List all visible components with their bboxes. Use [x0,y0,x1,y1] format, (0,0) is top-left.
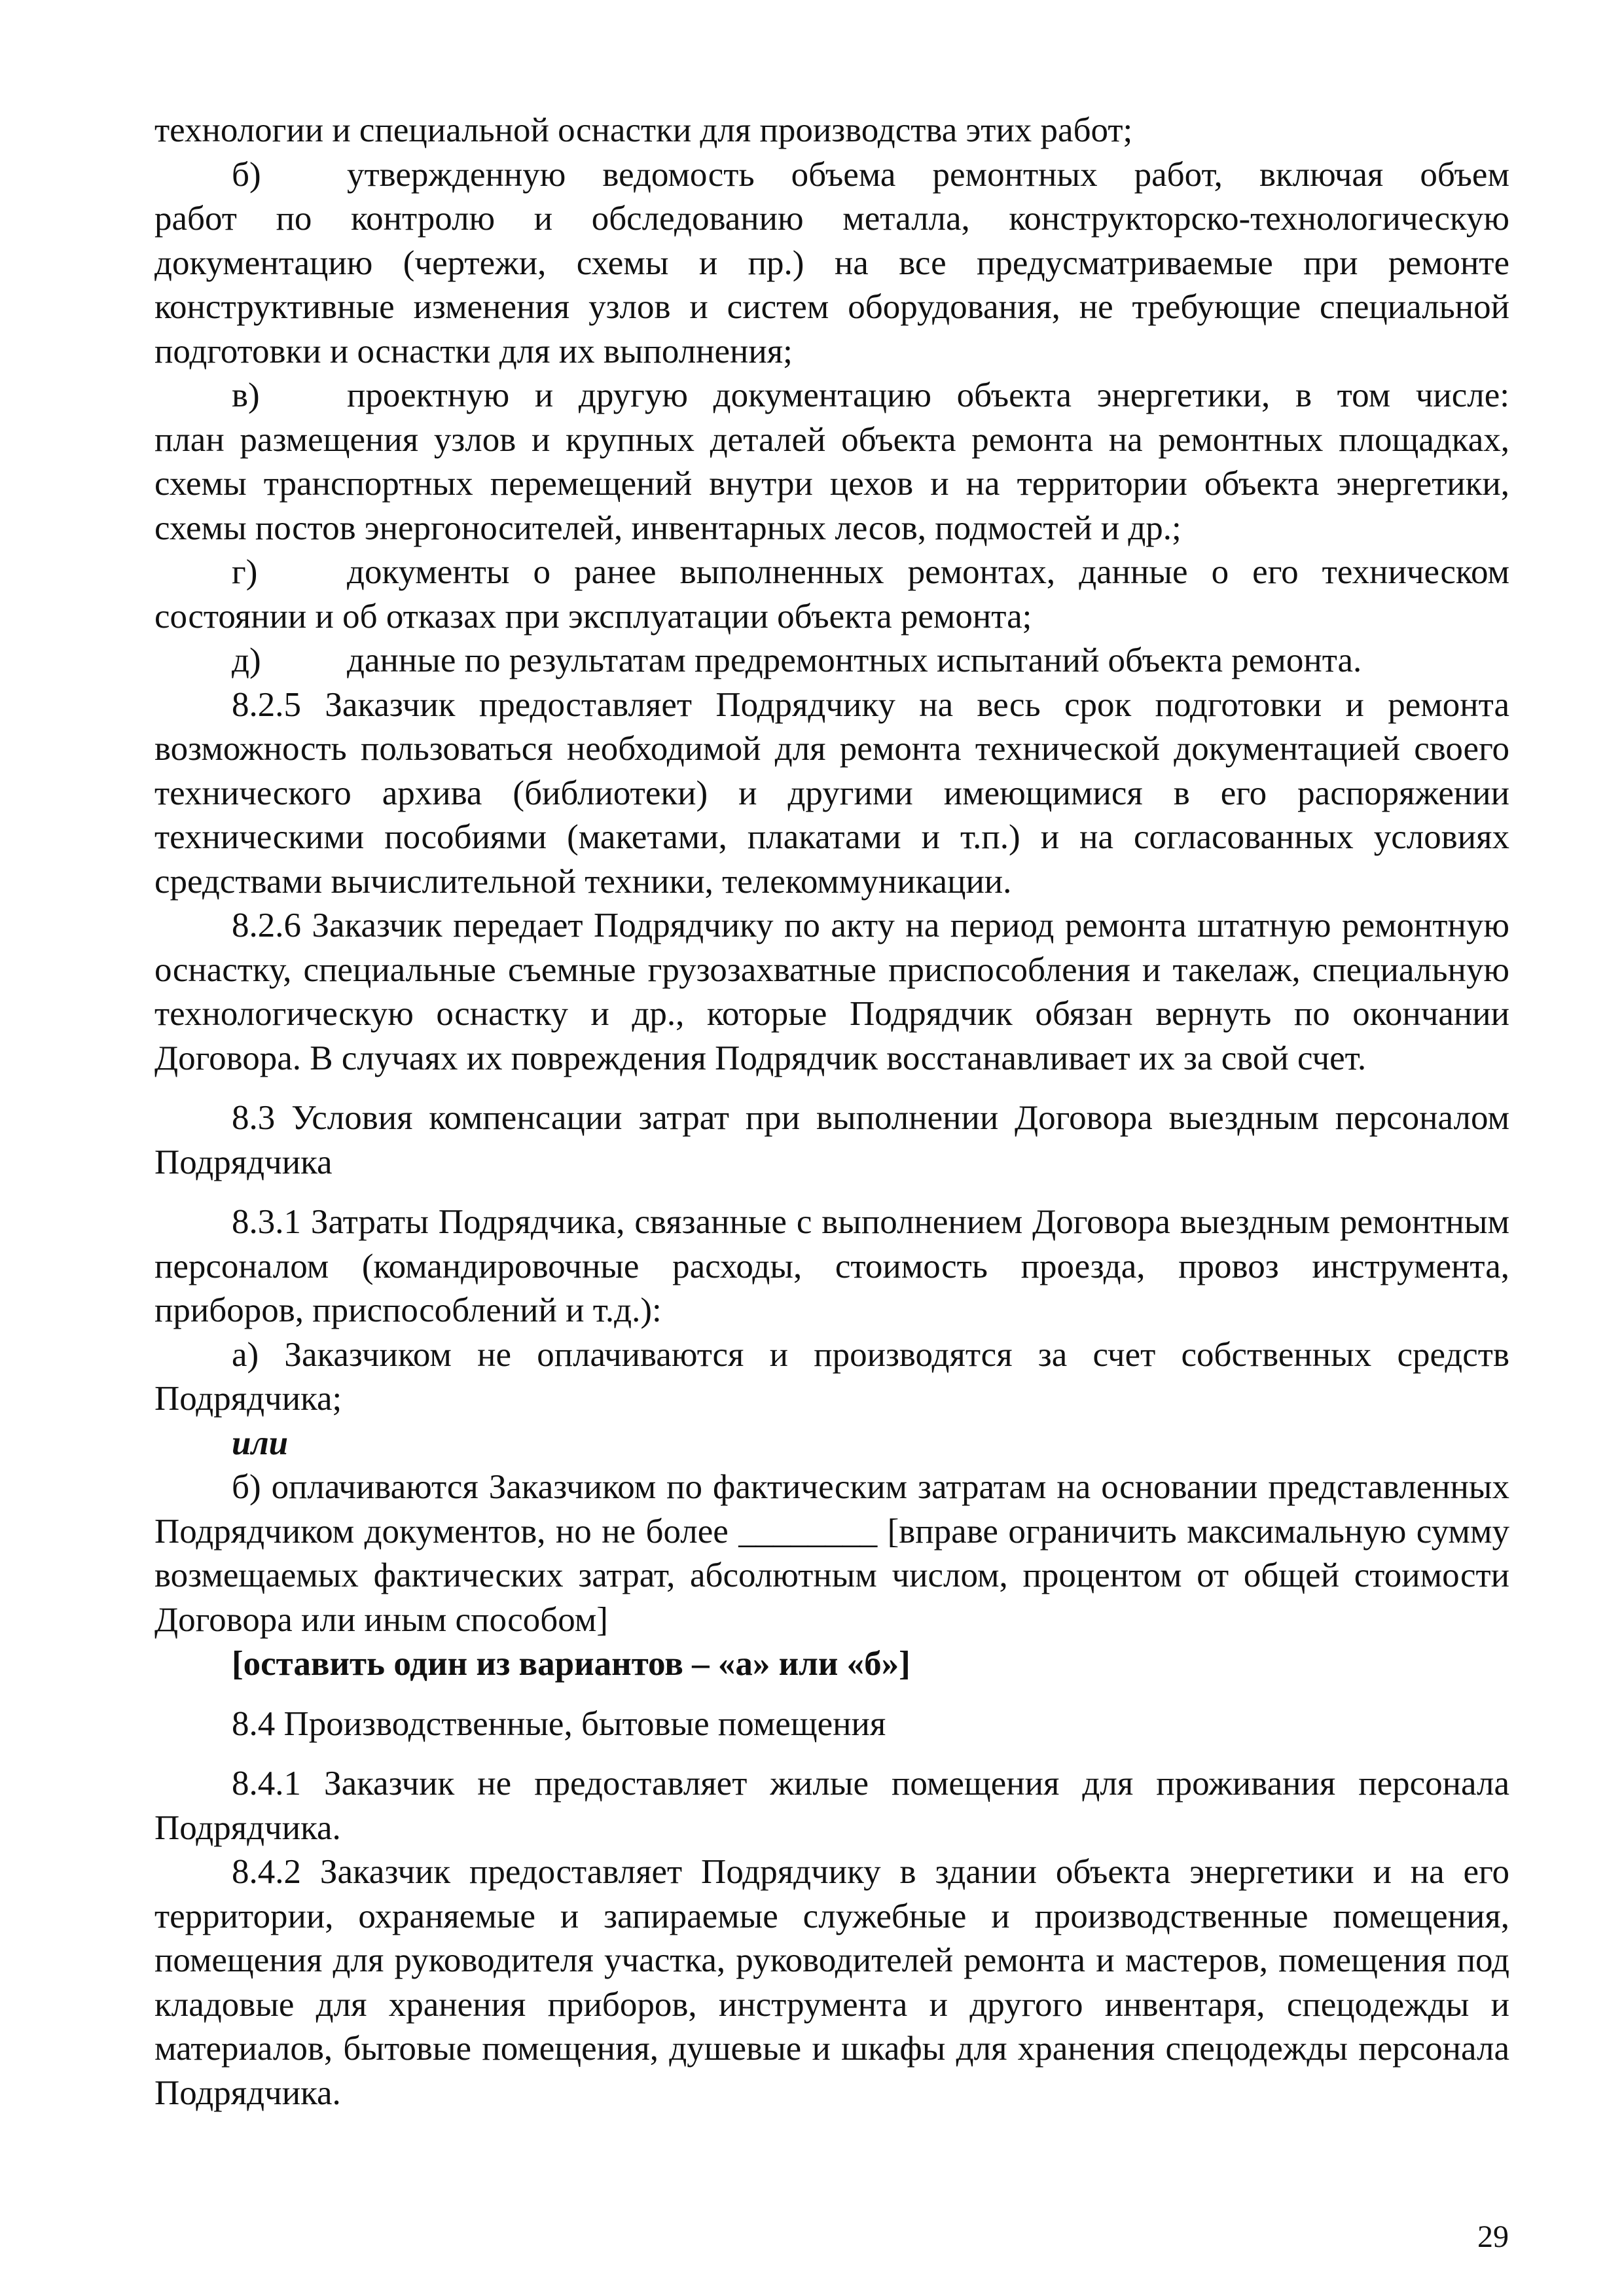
list-marker: г) [232,553,258,591]
list-item-body: работ по контролю и обследованию металла, конструкторско-технологическую документацию (чертежи, схемы и пр.) на все предусматриваемые при ремонте конструктивные изменения узлов и систем оборудования, не требующие специальной подготовки и оснастки для их выполнения; [154,200,1509,370]
editor-note: [оставить один из вариантов – «а» или «б»] [232,1645,911,1683]
list-marker: д) [232,641,261,679]
list-item-g [154,550,1509,639]
list-item-d [154,639,1509,683]
list-item-b [154,153,1509,374]
list-item-body: состоянии и об отказах при эксплуатации объекта ремонта; [154,597,1032,636]
list-item-body: план размещения узлов и крупных деталей объекта ремонта на ремонтных площадках, схемы транспортных перемещений внутри цехов и на территории объекта энергетики, схемы постов энергоносителей, инвентарных лесов, подмостей и др.; [154,420,1509,547]
clause-8-3-1: 8.3.1 Затраты Подрядчика, связанные с выполнением Договора выездным ремонтным персоналом (командировочные расходы, стоимость проезда, провоз инструмента, приборов, приспособлений и т.д.): [154,1203,1509,1329]
paragraph-continuation: технологии и специальной оснастки для производства этих работ; [154,111,1133,149]
section-8-3-heading: 8.3 Условия компенсации затрат при выполнении Договора выездным персоналом Подрядчика [154,1099,1509,1181]
option-b: б) оплачиваются Заказчиком по фактическим затратам на основании представленных Подрядчиком документов, но не более ________ [вправе ограничить максимальную сумму возмещаемых фактических затрат, абсолютным числом, процентом от общей стоимости Договора или иным способом] [154,1468,1509,1639]
list-marker: б) [232,155,261,194]
page-number: 29 [1477,2219,1509,2254]
list-item-lead: данные по результатам предремонтных испытаний объекта ремонта. [347,641,1362,679]
clause-8-4-1: 8.4.1 Заказчик не предоставляет жилые помещения для проживания персонала Подрядчика. [154,1765,1509,1847]
list-item-v [154,374,1509,550]
clause-8-4-2: 8.4.2 Заказчик предоставляет Подрядчику в здании объекта энергетики и на его территории, охраняемые и запираемые служебные и производственные помещения, помещения для руководителя участка, руководителей ремонта и мастеров, помещения под кладовые для хранения приборов, инструмента и другого инвентаря, спецодежды и материалов, бытовые помещения, душевые и шкафы для хранения спецодежды персонала Подрядчика. [154,1853,1509,2112]
document-page [154,109,1509,2115]
option-separator: или [232,1424,289,1462]
clause-8-2-6: 8.2.6 Заказчик передает Подрядчику по акту на период ремонта штатную ремонтную оснастку, специальные съемные грузозахватные приспособления и такелаж, специальную технологическую оснастку и др., которые Подрядчик обязан вернуть по окончании Договора. В случаях их повреждения Подрядчик восстанавливает их за свой счет. [154,906,1509,1077]
list-item-lead: документы о ранее выполненных ремонтах, данные о его техническом [347,553,1509,591]
list-item-lead: проектную и другую документацию объекта энергетики, в том числе: [347,376,1509,414]
clause-8-2-5: 8.2.5 Заказчик предоставляет Подрядчику на весь срок подготовки и ремонта возможность пользоваться необходимой для ремонта технической документацией своего технического архива (библиотеки) и другими имеющимися в его распоряжении техническими пособиями (макетами, плакатами и т.п.) и на согласованных условиях средствами вычислительной техники, телекоммуникации. [154,685,1509,901]
list-marker: в) [232,376,260,414]
option-a: а) Заказчиком не оплачиваются и производятся за счет собственных средств Подрядчика; [154,1335,1509,1418]
list-item-lead: утвержденную ведомость объема ремонтных работ, включая объем [347,155,1509,194]
section-8-4-heading: 8.4 Производственные, бытовые помещения [232,1704,886,1743]
